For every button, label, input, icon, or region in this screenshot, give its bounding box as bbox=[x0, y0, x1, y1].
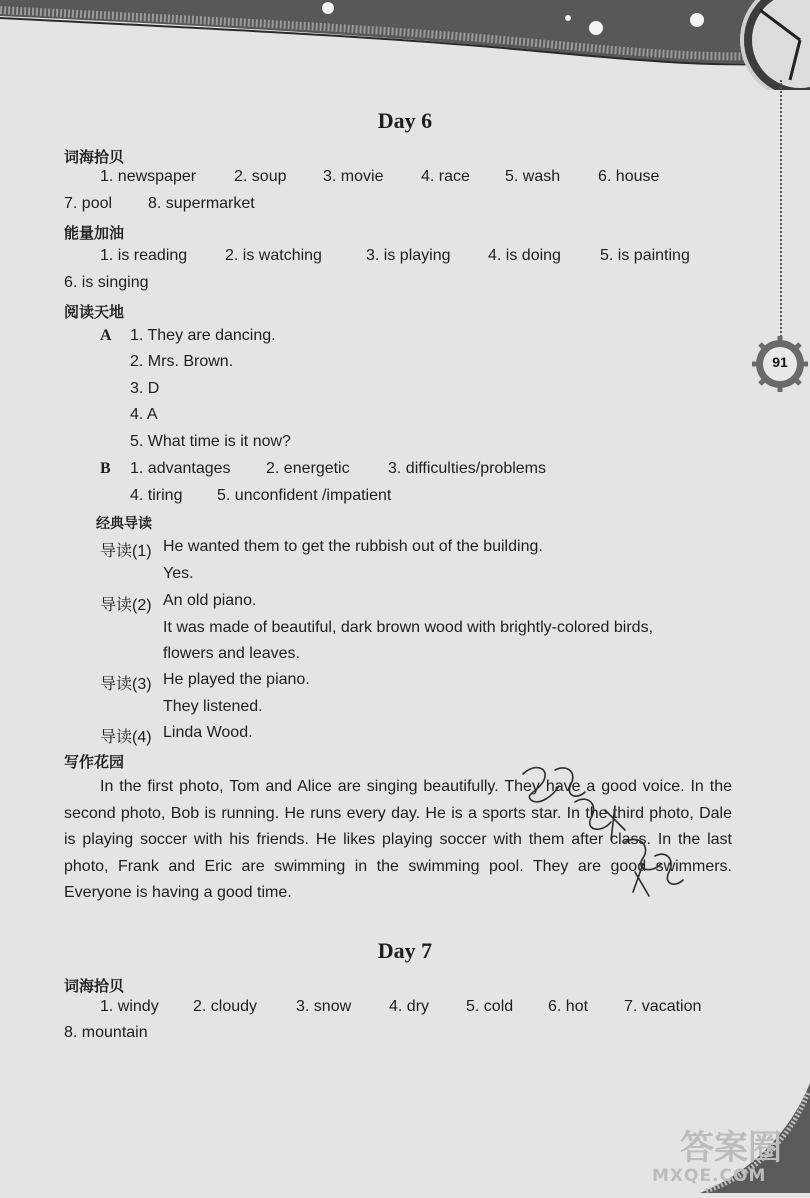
reading-b-answer: 3. difficulties/problems bbox=[388, 460, 546, 477]
day6-grammar-heading: 能量加油 bbox=[64, 224, 125, 242]
vocab-item: 4. race bbox=[421, 168, 470, 185]
reading-b-answer: 2. energetic bbox=[266, 460, 350, 477]
reading-b-answer: 1. advantages bbox=[130, 460, 231, 477]
page-number-badge bbox=[752, 336, 808, 392]
grammar-item: 6. is singing bbox=[64, 274, 149, 291]
watermark-site: MXQE.COM bbox=[652, 1166, 767, 1186]
day7-title: Day 7 bbox=[377, 938, 433, 963]
day7-vocab-item: 4. dry bbox=[389, 998, 430, 1015]
vocab-item: 5. wash bbox=[505, 168, 561, 185]
reading-b-answer: 4. tiring bbox=[130, 487, 183, 504]
day7-vocab-item: 6. hot bbox=[548, 998, 589, 1015]
classic-q1-answer: Yes. bbox=[163, 565, 194, 582]
day6-writing-heading: 写作花园 bbox=[64, 753, 125, 771]
classic-q3-label: 导读(3) bbox=[100, 676, 152, 693]
day6-classic-heading: 经典导读 bbox=[96, 516, 152, 532]
day7-vocab-item: 1. windy bbox=[100, 998, 159, 1015]
vocab-item: 8. supermarket bbox=[148, 195, 255, 212]
decorative-header-band bbox=[0, 0, 810, 90]
day7-vocab-item: 2. cloudy bbox=[193, 998, 258, 1015]
reading-part-a-label: A bbox=[100, 327, 112, 344]
vocab-item: 3. movie bbox=[323, 168, 384, 185]
reading-a-answer: 5. What time is it now? bbox=[130, 433, 291, 450]
grammar-item: 5. is painting bbox=[600, 247, 690, 264]
vocab-item: 1. newspaper bbox=[100, 168, 197, 185]
watermark-logo: 答案圈 bbox=[680, 1128, 782, 1168]
vocab-item: 6. house bbox=[598, 168, 660, 185]
classic-q2-answer: flowers and leaves. bbox=[163, 645, 300, 662]
reading-a-answer: 3. D bbox=[130, 380, 160, 397]
reading-b-answer: 5. unconfident /impatient bbox=[217, 487, 392, 504]
day7-vocab-item: 7. vacation bbox=[624, 998, 702, 1015]
classic-q4-answer: Linda Wood. bbox=[163, 724, 253, 741]
day6-reading-heading: 阅读天地 bbox=[64, 303, 125, 321]
day7-vocab-item: 3. snow bbox=[296, 998, 352, 1015]
classic-q2-label: 导读(2) bbox=[100, 597, 152, 614]
reading-a-answer: 4. A bbox=[130, 406, 158, 423]
classic-q1-label: 导读(1) bbox=[100, 543, 152, 560]
grammar-item: 3. is playing bbox=[366, 247, 451, 264]
vocab-item: 2. soup bbox=[234, 168, 287, 185]
grammar-item: 1. is reading bbox=[100, 247, 188, 264]
day7-vocab-item: 5. cold bbox=[466, 998, 514, 1015]
day6-title: Day 6 bbox=[377, 108, 433, 133]
reading-a-answer: 1. They are dancing. bbox=[130, 327, 276, 344]
classic-q2-answer: It was made of beautiful, dark brown wood with brightly-colored birds, bbox=[163, 619, 654, 636]
watermark bbox=[640, 1120, 810, 1190]
classic-q3-answer: He played the piano. bbox=[163, 671, 310, 688]
day7-vocab-heading: 词海拾贝 bbox=[64, 977, 125, 995]
grammar-item: 4. is doing bbox=[488, 247, 561, 264]
day7-vocab-item: 8. mountain bbox=[64, 1024, 148, 1041]
writing-text: In the first photo, Tom and Alice are singing beautifully. They have a good voice. In the second photo, Bob is running. He runs every day. He is a sports star. In the third photo, Dale is playing soccer with his friends. He likes playing soccer with them after class. In the last photo, Frank and Eric are swimming in the swimming pool. They are good swimmers. Everyone is having a good time. bbox=[64, 778, 732, 901]
vocab-item: 7. pool bbox=[64, 195, 113, 212]
classic-q4-label: 导读(4) bbox=[100, 729, 152, 746]
classic-q1-answer: He wanted them to get the rubbish out of the building. bbox=[163, 538, 543, 555]
classic-q2-answer: An old piano. bbox=[163, 592, 257, 609]
day6-vocab-heading: 词海拾贝 bbox=[64, 148, 125, 166]
page-number: 91 bbox=[772, 354, 788, 370]
grammar-item: 2. is watching bbox=[225, 247, 322, 264]
reading-a-answer: 2. Mrs. Brown. bbox=[130, 353, 234, 370]
reading-part-b-label: B bbox=[100, 460, 111, 477]
handwritten-annotation bbox=[515, 760, 690, 900]
classic-q3-answer: They listened. bbox=[163, 698, 263, 715]
